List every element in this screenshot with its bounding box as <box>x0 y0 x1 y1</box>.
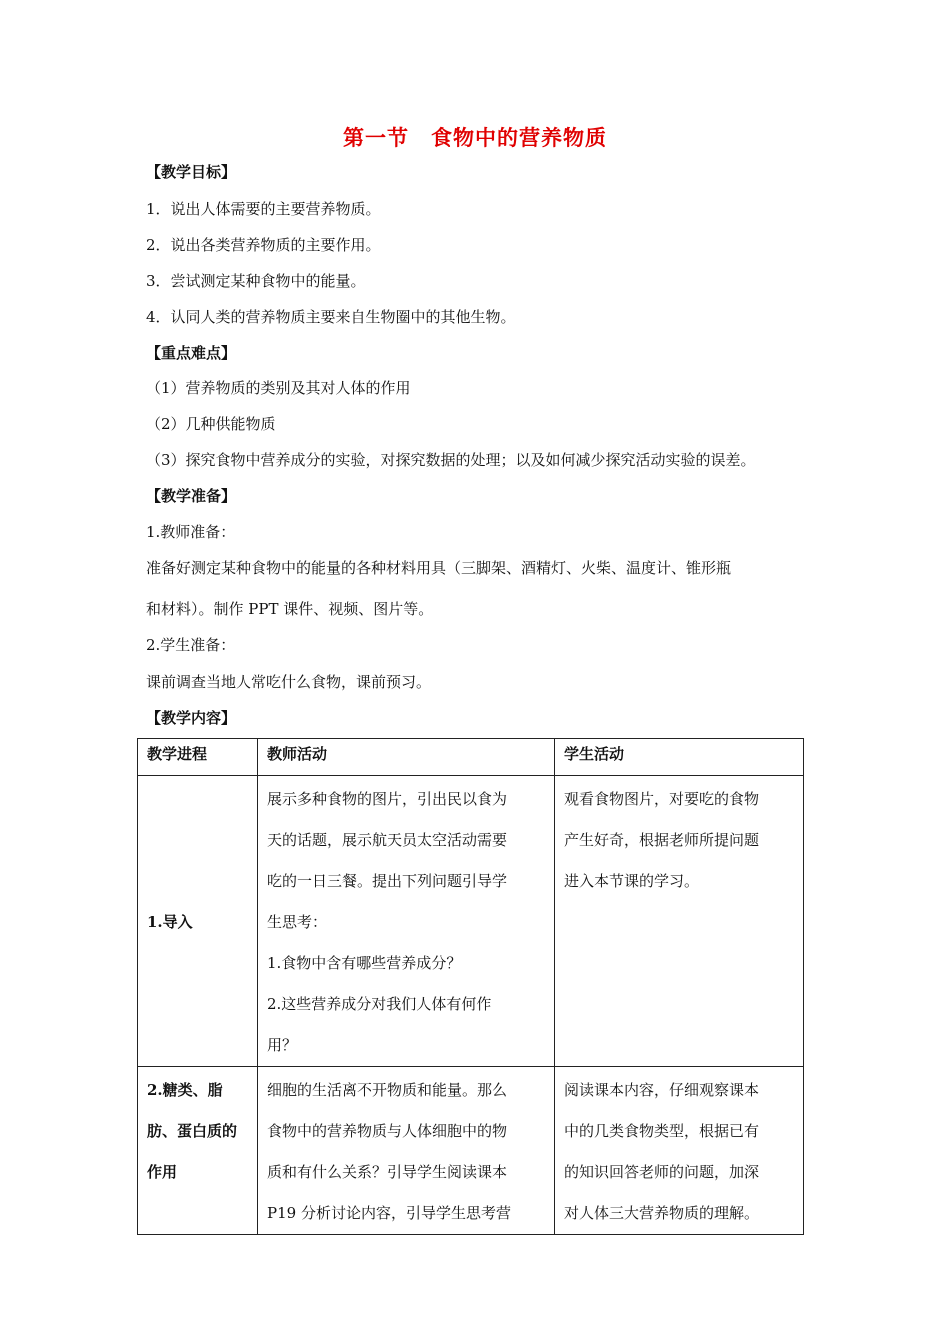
teacher-activity-text: 天的话题，展示航天员太空活动需要 <box>267 831 508 849</box>
teacher-activity-text: 生思考： <box>267 913 328 931</box>
column-header: 教学进程 <box>138 739 258 776</box>
lesson-table <box>137 738 804 1235</box>
stage-text: 作用 <box>147 1163 178 1181</box>
student-activity-cell <box>555 1067 804 1235</box>
student-activity-text: 阅读课本内容，仔细观察课本 <box>564 1081 760 1099</box>
stage-text: 肪、蛋白质的 <box>147 1122 238 1140</box>
content-heading: 【教学内容】 <box>146 709 237 727</box>
objective-item: 4．认同人类的营养物质主要来自生物圈中的其他生物。 <box>146 308 516 326</box>
student-activity-cell <box>555 776 804 1067</box>
column-header: 教师活动 <box>258 739 555 776</box>
teacher-activity-text: 细胞的生活离不开物质和能量。那么 <box>267 1081 508 1099</box>
teacher-prep-text: 和材料）。制作 PPT 课件、视频、图片等。 <box>146 600 434 618</box>
teacher-activity-text: 1.食物中含有哪些营养成分？ <box>267 954 462 972</box>
teacher-activity-text: 用？ <box>267 1036 298 1054</box>
teacher-activity-text: 吃的一日三餐。提出下列问题引导学 <box>267 872 508 890</box>
key-point-item: （2）几种供能物质 <box>146 415 276 433</box>
stage-cell <box>138 776 258 1067</box>
page-title: 第一节 食物中的营养物质 <box>343 125 607 150</box>
student-activity-text: 产生好奇，根据老师所提问题 <box>564 831 760 849</box>
table-row <box>138 776 804 1067</box>
student-prep-text: 课前调查当地人常吃什么食物，课前预习。 <box>146 673 432 691</box>
teacher-activity-text: 2.这些营养成分对我们人体有何作 <box>267 995 492 1013</box>
student-activity-text: 中的几类食物类型，根据已有 <box>564 1122 760 1140</box>
objective-item: 3．尝试测定某种食物中的能量。 <box>146 272 366 290</box>
key-point-item: （3）探究食物中营养成分的实验，对探究数据的处理；以及如何减少探究活动实验的误差。 <box>146 451 756 469</box>
stage-text: 2.糖类、脂 <box>147 1081 223 1099</box>
student-activity-text: 进入本节课的学习。 <box>564 872 700 890</box>
teacher-activity-text: P19 分析讨论内容，引导学生思考营 <box>267 1204 511 1222</box>
teacher-activity-cell <box>258 1067 555 1235</box>
objective-item: 1．说出人体需要的主要营养物质。 <box>146 200 381 218</box>
teacher-activity-cell <box>258 776 555 1067</box>
teacher-prep-text: 准备好测定某种食物中的能量的各种材料用具（三脚架、酒精灯、火柴、温度计、锥形瓶 <box>146 559 732 577</box>
student-activity-text: 观看食物图片，对要吃的食物 <box>564 790 760 808</box>
teacher-prep-label: 1.教师准备： <box>146 523 236 541</box>
student-activity-text: 的知识回答老师的问题，加深 <box>564 1163 760 1181</box>
teacher-activity-text: 食物中的营养物质与人体细胞中的物 <box>267 1122 508 1140</box>
table-header-row <box>138 739 804 776</box>
stage-text: 1.导入 <box>147 913 193 931</box>
stage-cell <box>138 1067 258 1235</box>
teacher-activity-text: 展示多种食物的图片，引出民以食为 <box>267 790 508 808</box>
student-activity-text: 对人体三大营养物质的理解。 <box>564 1204 760 1222</box>
key-point-item: （1）营养物质的类别及其对人体的作用 <box>146 379 411 397</box>
objective-item: 2．说出各类营养物质的主要作用。 <box>146 236 381 254</box>
preparation-heading: 【教学准备】 <box>146 487 237 505</box>
teacher-activity-text: 质和有什么关系？引导学生阅读课本 <box>267 1163 508 1181</box>
objectives-heading: 【教学目标】 <box>146 163 237 181</box>
key-points-heading: 【重点难点】 <box>146 344 237 362</box>
table-row <box>138 1067 804 1235</box>
student-prep-label: 2.学生准备： <box>146 636 236 654</box>
column-header: 学生活动 <box>555 739 804 776</box>
